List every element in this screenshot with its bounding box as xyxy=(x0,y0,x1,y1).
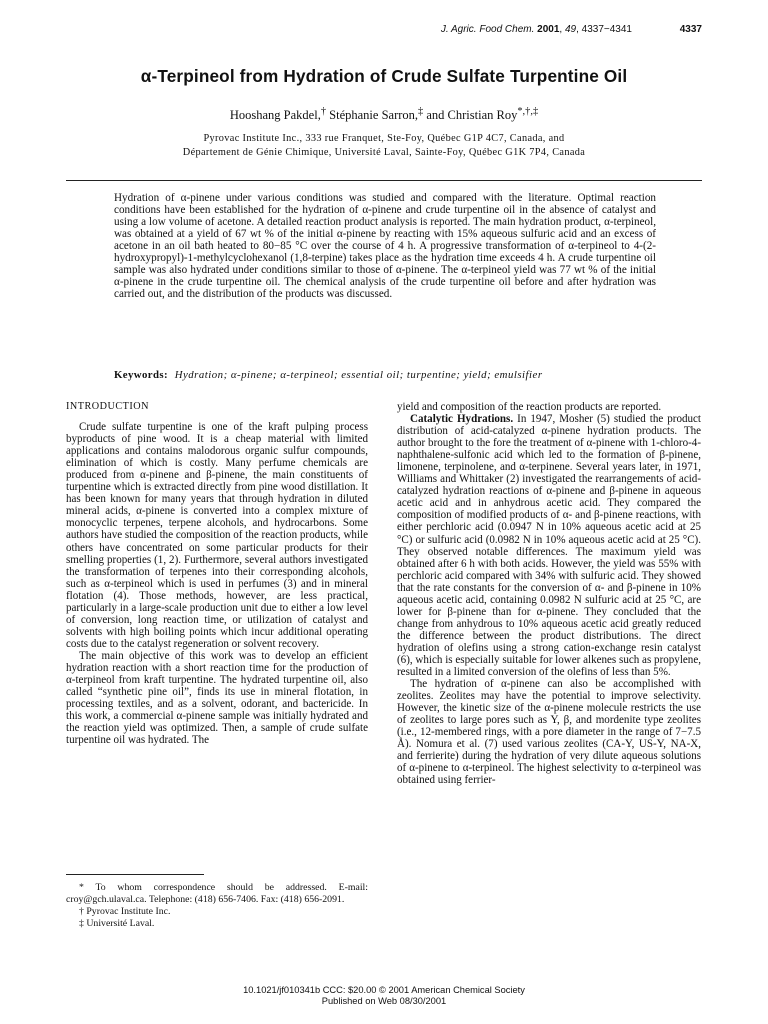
keywords-label: Keywords: xyxy=(114,369,168,381)
keywords xyxy=(114,369,674,381)
journal-volume: 49 xyxy=(564,24,577,35)
keywords-text: Hydration; α-pinene; α-terpineol; essential oil; turpentine; yield; emulsifier xyxy=(174,369,543,381)
body-paragraph: yield and composition of the reaction products are reported. xyxy=(397,401,662,413)
author-name: and Christian Roy xyxy=(426,108,518,123)
header-divider xyxy=(66,180,702,181)
footnote-affiliation: ‡ Université Laval. xyxy=(79,918,155,929)
abstract: Hydration of α-pinene under various conditions was studied and compared with the literature. Optimal reaction conditions have been established for the hydration of α-pinene and crude turpentine oil in the absence of catalyst and using a low volume of acetone. A detailed reaction product analysis is reported. The main hydration product, α-terpineol, was obtained at a yield of 67 wt % of the initial α-pinene by reacting with 15% aqueous sulfuric acid and an excess of acetone in an oil bath heated to 80−85 °C over the course of 4 h. A progressive transformation of α-terpineol to 4-(2-hydroxypropyl)-1-methylcyclohexanol (1,8-terpine) takes place as the hydration time exceeds 4 h. A crude turpentine oil sample was also hydrated under conditions similar to those of α-pinene. The α-terpineol yield was 77 wt % of the initial α-pinene in the crude turpentine oil. The chemical analysis of the crude turpentine oil before and after hydration was carried out, and the distribution of the products was discussed. xyxy=(114,192,656,301)
running-head xyxy=(66,24,702,38)
run-in-heading: Catalytic Hydrations. xyxy=(410,413,514,426)
journal-name: J. Agric. Food Chem. xyxy=(440,24,535,35)
author-mark: † xyxy=(320,106,327,117)
section-heading: INTRODUCTION xyxy=(66,401,149,412)
body-paragraph: Crude sulfate turpentine is one of the kraft pulping process byproducts of pine wood. It is a cheap material with limited applications and contains malodorous organic sulfur compounds, elimination of which is costly. Many perfume chemicals are produced from α-pinene and β-pinene, the main constituents of turpentine which is extracted directly from pine wood distillation. It has been known for many years that through hydration in diluted mineral acids, α-pinene is converted into a complex mixture of monocyclic terpenes, terpene alcohols, and hydrocarbons. Some authors have studied the composition of the reaction products, while others have concentrated on some particular products for their smelling properties (1, 2). Furthermore, several authors investigated the transformation of terpenes into their corresponding alcohols, such as α-terpineol which is used in perfumes (3) and in mineral flotation (4). Those methods, however, are less practical, particularly in a large-scale production unit due to either a low level of conversion, long reaction time, or utilization of catalyst and solvents with high boiling points which incur additional operating costs due to the catalyst regeneration or solvent recovery. xyxy=(66,421,368,650)
author-mark: *,†,‡ xyxy=(517,106,539,117)
journal-citation: J. Agric. Food Chem. 2001, 49, 4337−4341 xyxy=(440,24,632,35)
body-paragraph: The main objective of this work was to develop an efficient hydration reaction with a short reaction time for the production of α-terpineol from kraft turpentine. The hydrated turpentine oil, also called “synthetic pine oil”, finds its use in mineral flotation, in processing textiles, and as a solvent, odorant, and bactericide. In this work, a commercial α-pinene sample was initially hydrated and the reaction yield was optimized. Then, a sample of crude sulfate turpentine oil was hydrated. The xyxy=(66,649,368,747)
doi-copyright-line: 10.1021/jf010341b CCC: $20.00 © 2001 American Chemical Society xyxy=(243,985,525,995)
footnote-correspondence: * To whom correspondence should be addressed. E-mail: croy@gch.ulaval.ca. Telephone: (418) 656-7406. Fax: (418) 656-2091. xyxy=(66,882,368,905)
author-name: Stéphanie Sarron, xyxy=(329,108,419,123)
author-mark: ‡ xyxy=(418,106,424,117)
paragraph-text: In 1947, Mosher (5) studied the product distribution of acid-catalyzed α-pinene hydration products. The author brought to the fore the treatment of α-pinene with 1-chloro-4-naphthalene-sulfonic acid which led to the formation of β-pinene, limonene, terpinolene, and α-terpinene. Several years later, in 1971, Williams and Whittaker (2) investigated the rearrangements of acid-catalyzed hydration reactions of α-pinene and β-pinene in aqueous acetic acid and in anhydrous acetic acid. They compared the composition of modified products of α- and β-pinene reactions, with either perchloric acid (0.0947 N in 10% aqueous acetic acid at 25 °C) or sulfuric acid (0.0982 N in 10% aqueous acetic acid at 25 °C). They observed notable differences. The maximum yield was obtained after 6 h with both acids. However, the yield was 55% with perchloric acid compared with 34% with sulfuric acid. They showed that the rate constants for the conversion of α- and β-pinene in 10% aqueous acetic acid, containing 0.0982 N sulfuric acid at 25 °C, are lower for β-pinene than for α-pinene. They concluded that the change from anhydrous to 10% aqueous acetic acid greatly reduced the difference between the product distributions. The direct hydration of olefins using a strong cation-exchange resin catalyst (6), which is especially suitable for lower alkenes such as propylene, resulted in a limited conversion of the olefins of less than 5%. xyxy=(397,413,702,679)
body-paragraph: The hydration of α-pinene can also be accomplished with zeolites. Zeolites may have the potential to improve selectivity. However, the kinetic size of the α-pinene molecule restricts the use of zeolites to large pores such as Y, β, and mordenite type zeolites (i.e., 12-membered rings, with a pore diameter in the range of 7−7.5 Å). Nomura et al. (7) used various zeolites (CA-Y, US-Y, NA-X, and ferrierite) during the hydration of very dilute aqueous solutions of α-pinene to α-terpineol. The highest selectivity to α-terpineol was obtained using ferrier- xyxy=(397,678,701,787)
body-paragraph xyxy=(397,413,701,678)
left-column xyxy=(66,401,368,746)
author-name: Hooshang Pakdel, xyxy=(229,108,321,123)
publication-date-line: Published on Web 08/30/2001 xyxy=(321,996,447,1006)
page-number: 4337 xyxy=(679,24,702,35)
footnote-affiliation: † Pyrovac Institute Inc. xyxy=(79,906,171,917)
footnote-divider xyxy=(66,874,204,875)
article-title: α-Terpineol from Hydration of Crude Sulfate Turpentine Oil xyxy=(140,66,628,86)
footnotes xyxy=(66,882,368,930)
affiliation-line: Département de Génie Chimique, Université Laval, Sainte-Foy, Québec G1K 7P4, Canada xyxy=(182,147,586,158)
journal-year: 2001 xyxy=(537,24,560,35)
right-column xyxy=(397,401,701,787)
author-list xyxy=(0,106,768,123)
journal-pages: 4337−4341 xyxy=(581,24,632,35)
affiliation-line: Pyrovac Institute Inc., 333 rue Franquet, Ste-Foy, Québec G1P 4C7, Canada, and xyxy=(203,133,565,144)
